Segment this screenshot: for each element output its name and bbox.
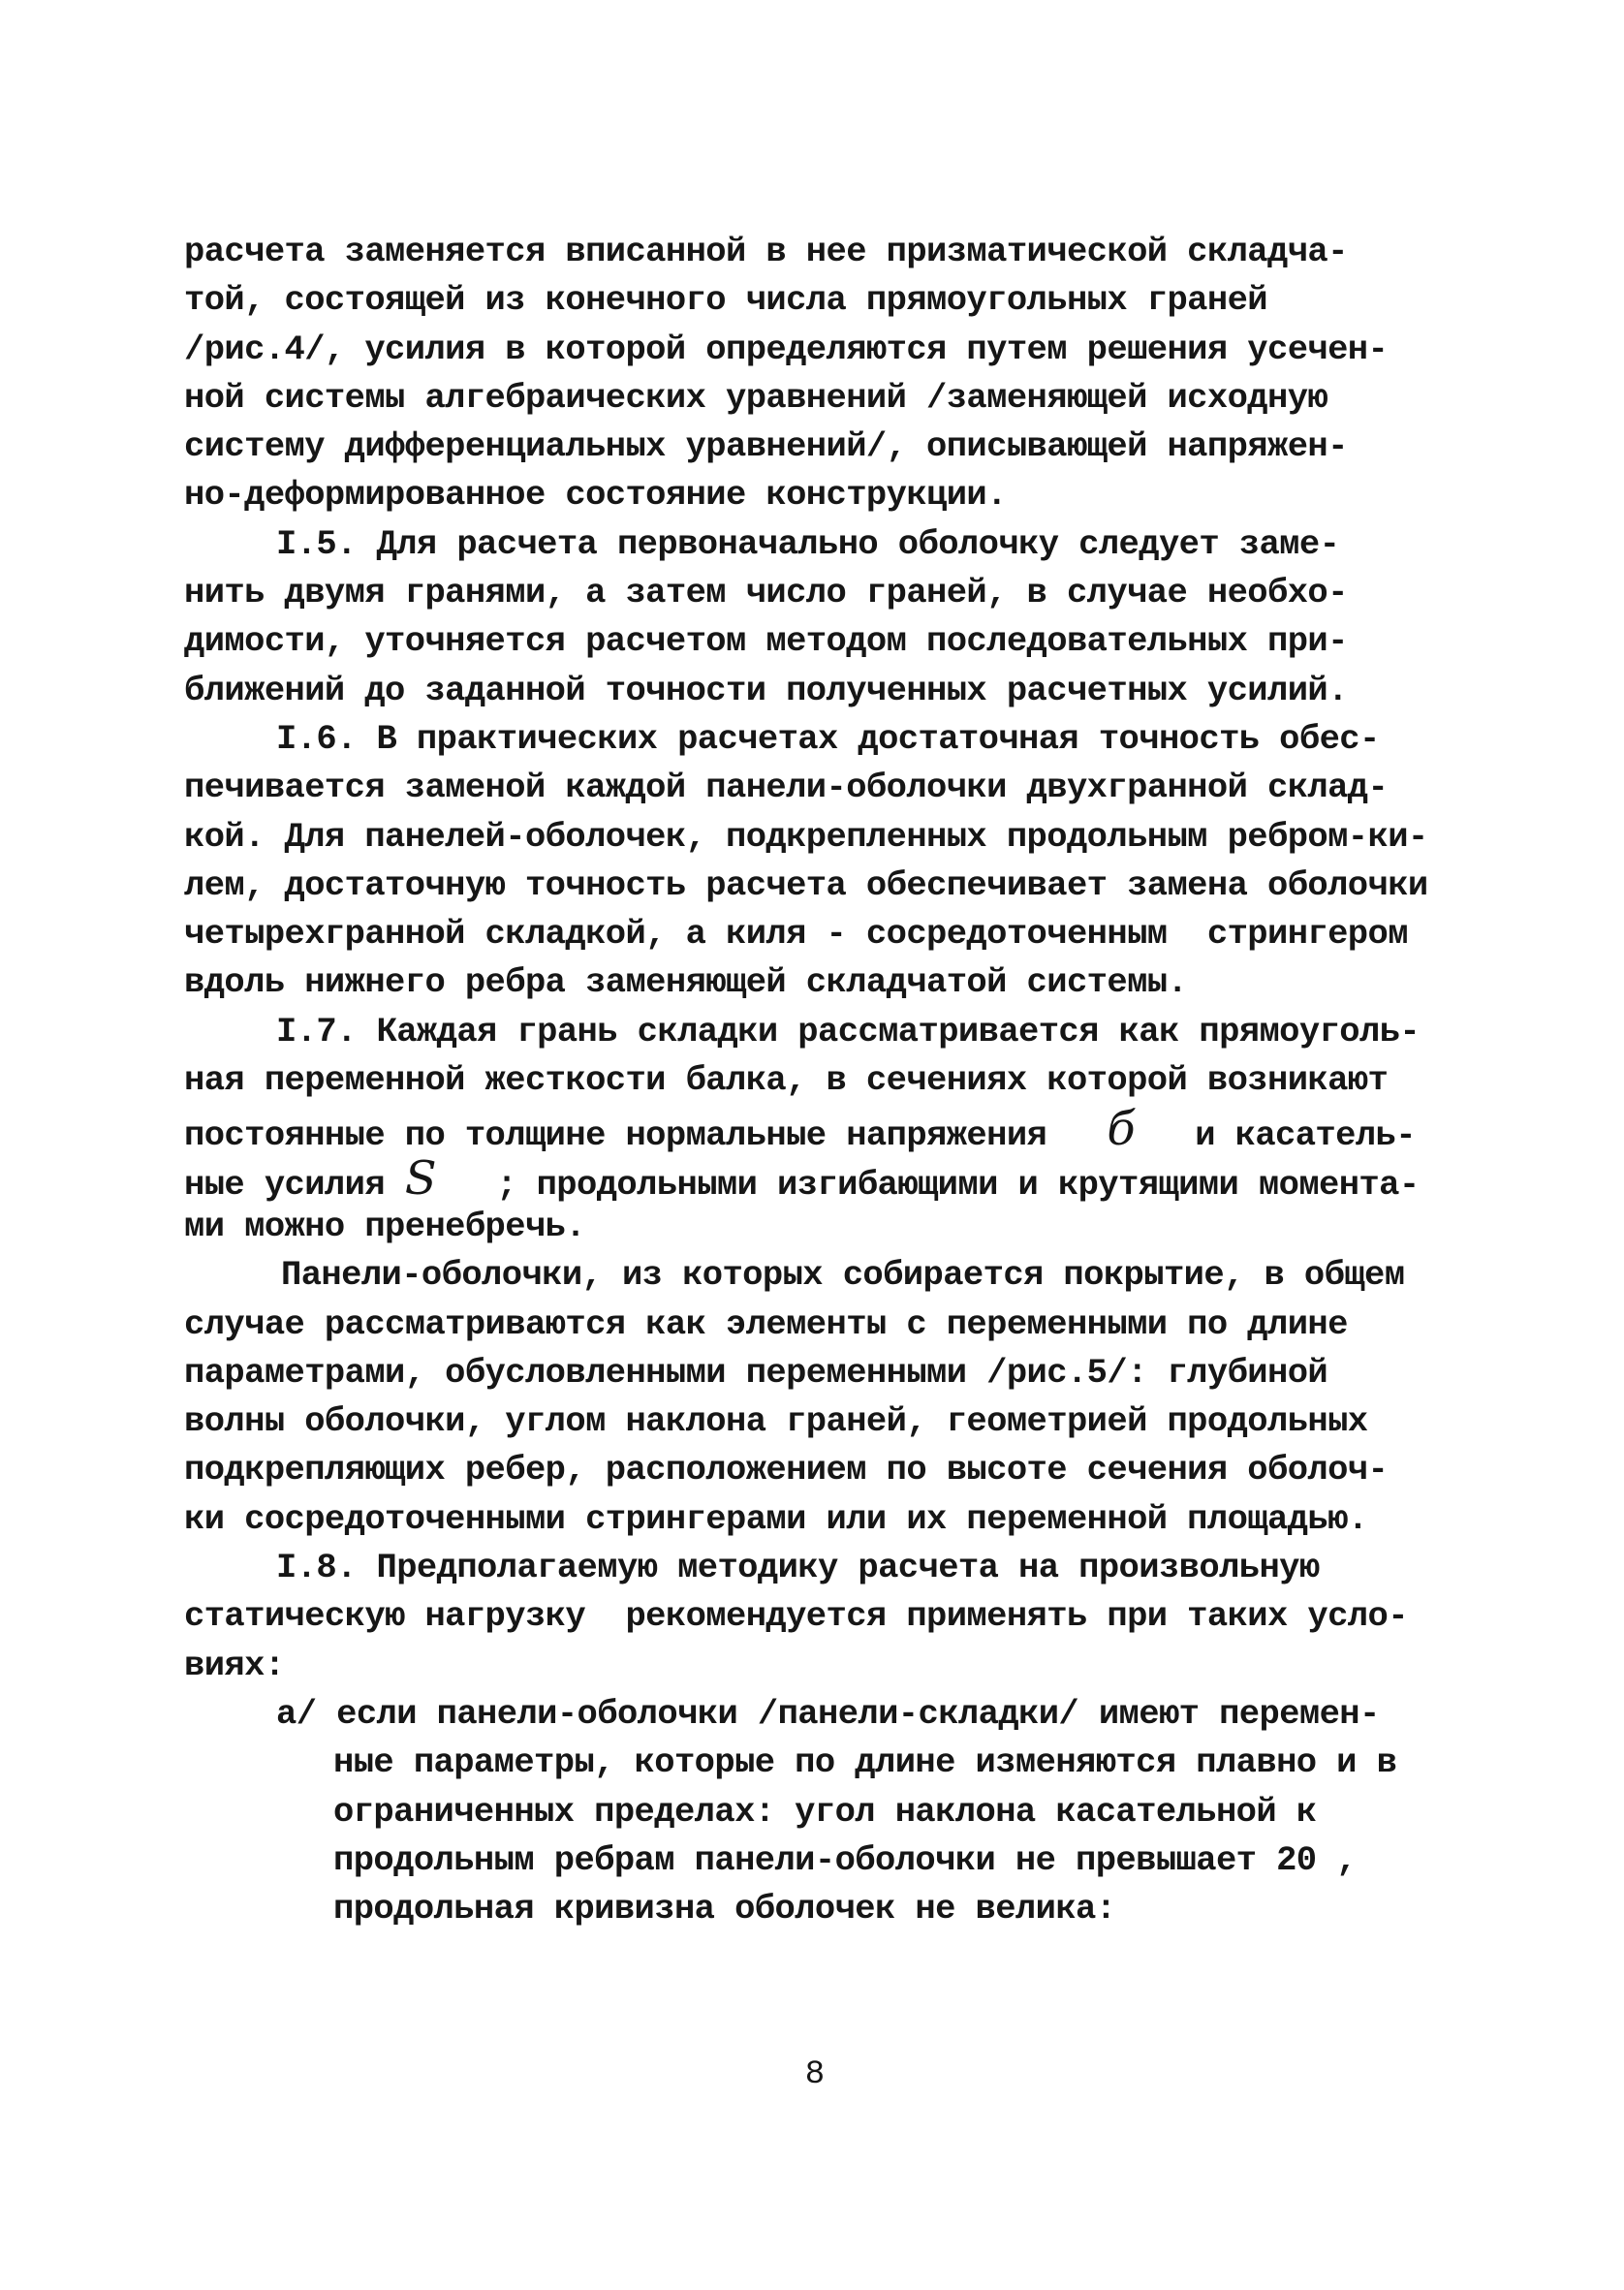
text-line: статическую нагрузку рекомендуется применять при таких усло-	[184, 1596, 1408, 1637]
text-line	[184, 1150, 1434, 1206]
body-text	[184, 228, 1434, 1933]
text-line: ная переменной жесткости балка, в сечениях которой возникают	[184, 1060, 1389, 1101]
text-line: параметрами, обусловленными переменными /рис.5/: глубиной	[184, 1352, 1328, 1393]
text-line: ми можно пренебречь.	[184, 1206, 586, 1246]
text-line: печивается заменой каждой панели-оболочки двухгранной склад-	[184, 768, 1389, 808]
text-line: кой. Для панелей-оболочек, подкрепленных продольным ребром-ки-	[184, 816, 1428, 857]
text-line: случае рассматриваются как элементы с переменными по длине	[184, 1303, 1348, 1344]
text-segment: и касатель-	[1195, 1115, 1416, 1156]
text-segment: ; продольными изгибающими и крутящими момента-	[496, 1164, 1420, 1205]
paragraph-panels-start: Панели-оболочки, из которых собирается покрытие, в общем	[281, 1255, 1405, 1296]
text-line: расчета заменяется вписанной в нее призматической складча-	[184, 232, 1348, 271]
list-item-a: а/ если панели-оболочки /панели-складки/ имеют перемен-	[276, 1693, 1380, 1734]
page-number: 8	[804, 2056, 826, 2093]
text-line: но-деформированное состояние конструкции.	[184, 475, 1007, 516]
text-line: димости, уточняется расчетом методом последовательных при-	[184, 621, 1348, 662]
text-line	[184, 1102, 1434, 1157]
text-segment: ные усилия	[184, 1164, 386, 1205]
text-line: систему дифференциальных уравнений/, описывающей напряжен-	[184, 426, 1348, 467]
text-line: волны оболочки, углом наклона граней, геометрией продольных	[184, 1401, 1368, 1442]
text-line: виях:	[184, 1645, 285, 1685]
text-line: четырехгранной складкой, а киля - сосредоточенным стрингером	[184, 914, 1408, 955]
paragraph-1-8-start: I.8. Предполагаемую методику расчета на произвольную	[276, 1548, 1320, 1588]
text-line: /рис.4/, усилия в которой определяются путем решения усечен-	[184, 329, 1389, 369]
paragraph-1-7-start: I.7. Каждая грань складки рассматривается как прямоуголь-	[276, 1011, 1421, 1051]
s-symbol: S	[404, 1150, 437, 1206]
text-line: вдоль нижнего ребра заменяющей складчатой системы.	[184, 962, 1188, 1003]
text-line: ной системы алгебраических уравнений /заменяющей исходную	[184, 377, 1328, 418]
text-line: лем, достаточную точность расчета обеспечивает замена оболочки	[184, 864, 1428, 905]
text-line: той, состоящей из конечного числа прямоугольных граней	[184, 280, 1267, 321]
text-line: ближений до заданной точности полученных расчетных усилий.	[184, 670, 1348, 710]
text-line: подкрепляющих ребер, расположением по высоте сечения оболоч-	[184, 1450, 1389, 1490]
text-line: ки сосредоточенными стрингерами или их переменной площадью.	[184, 1498, 1368, 1539]
sigma-symbol: б	[1107, 1102, 1136, 1157]
paragraph-1-5-start: I.5. Для расчета первоначально оболочку следует заме-	[276, 523, 1340, 564]
text-line: ные параметры, которые по длине изменяются плавно и в	[333, 1742, 1397, 1783]
paragraph-1-6-start: I.6. В практических расчетах достаточная точность обес-	[276, 718, 1380, 759]
text-line: нить двумя гранями, а затем число граней, в случае необхо-	[184, 573, 1348, 613]
text-line: ограниченных пределах: угол наклона касательной к	[333, 1791, 1317, 1832]
text-line: продольная кривизна оболочек не велика:	[333, 1889, 1116, 1929]
text-segment: постоянные по толщине нормальные напряжения	[184, 1115, 1047, 1156]
text-line: продольным ребрам панели-оболочки не превышает 20 ,	[333, 1839, 1357, 1880]
